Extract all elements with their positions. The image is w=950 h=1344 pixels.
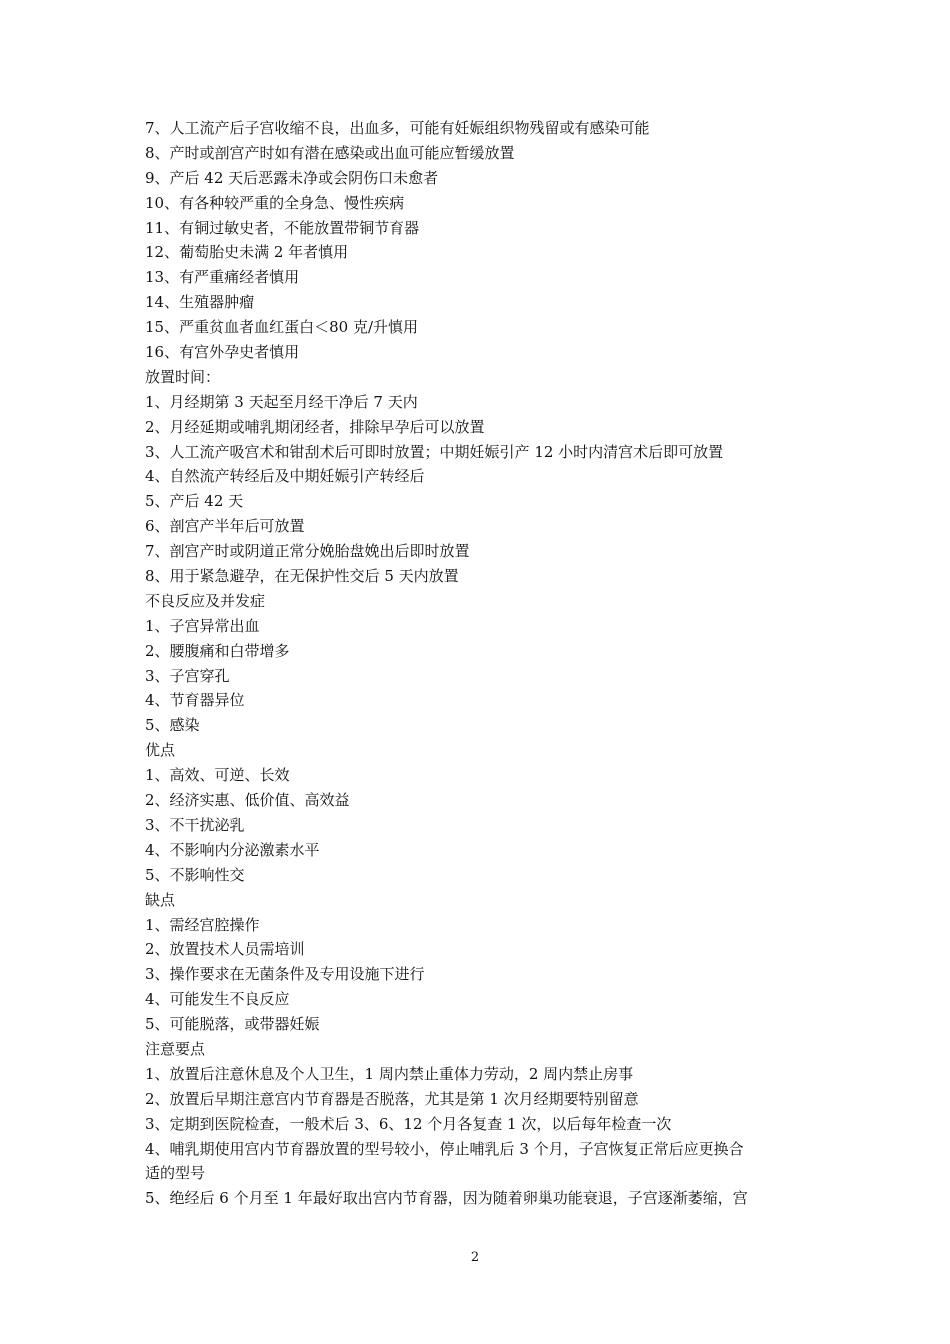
text-line: 14、生殖器肿瘤 [145, 293, 255, 312]
text-line: 5、产后 42 天 [145, 492, 244, 511]
text-line: 13、有严重痛经者慎用 [145, 268, 300, 287]
text-line: 12、葡萄胎史未满 2 年者慎用 [145, 243, 349, 262]
text-line: 3、不干扰泌乳 [145, 815, 245, 834]
text-line: 4、节育器异位 [145, 691, 245, 710]
text-line: 2、腰腹痛和白带增多 [145, 641, 290, 660]
text-line: 4、可能发生不良反应 [145, 990, 290, 1009]
text-line: 5、不影响性交 [145, 865, 245, 884]
text-line: 优点 [145, 741, 176, 760]
page-number: 2 [470, 1250, 480, 1265]
text-line: 1、放置后注意休息及个人卫生，1 周内禁止重体力劳动，2 周内禁止房事 [145, 1064, 634, 1083]
text-line: 11、有铜过敏史者，不能放置带铜节育器 [145, 218, 420, 237]
text-line: 9、产后 42 天后恶露未净或会阴伤口未愈者 [145, 168, 439, 187]
text-line: 3、定期到医院检查，一般术后 3、6、12 个月各复查 1 次，以后每年检查一次 [145, 1114, 672, 1133]
text-line: 5、绝经后 6 个月至 1 年最好取出宫内节育器，因为随着卵巢功能衰退，子宫逐渐萎缩，宫 [145, 1189, 748, 1208]
text-line: 注意要点 [145, 1039, 206, 1058]
text-line: 3、子宫穿孔 [145, 666, 230, 685]
text-line: 缺点 [145, 890, 176, 909]
text-line: 1、需经宫腔操作 [145, 915, 260, 934]
text-line: 4、哺乳期使用宫内节育器放置的型号较小，停止哺乳后 3 个月，子宫恢复正常后应更换合 [145, 1139, 744, 1158]
text-line: 6、剖宫产半年后可放置 [145, 517, 305, 536]
text-line: 放置时间： [145, 367, 221, 386]
text-line: 7、剖宫产时或阴道正常分娩胎盘娩出后即时放置 [145, 542, 470, 561]
text-line: 不良反应及并发症 [145, 591, 266, 610]
text-line: 1、月经期第 3 天起至月经干净后 7 天内 [145, 392, 418, 411]
text-line: 5、感染 [145, 716, 200, 735]
text-line: 7、人工流产后子宫收缩不良，出血多，可能有妊娠组织物残留或有感染可能 [145, 119, 650, 137]
text-line: 3、人工流产吸宫术和钳刮术后可即时放置；中期妊娠引产 12 小时内清宫术后即可放置 [145, 442, 724, 461]
text-line: 5、可能脱落，或带器妊娠 [145, 1015, 320, 1034]
page-body [145, 116, 810, 1211]
text-line: 适的型号 [145, 1164, 206, 1183]
text-line: 1、子宫异常出血 [145, 616, 260, 635]
text-line: 15、严重贫血者血红蛋白＜80 克/升慎用 [145, 318, 418, 337]
text-line: 4、不影响内分泌激素水平 [145, 840, 320, 859]
text-line: 10、有各种较严重的全身急、慢性疾病 [145, 193, 405, 212]
text-line: 3、操作要求在无菌条件及专用设施下进行 [145, 965, 425, 984]
text-line: 2、月经延期或哺乳期闭经者，排除早孕后可以放置 [145, 417, 485, 436]
text-line: 2、经济实惠、低价值、高效益 [145, 791, 350, 810]
text-line: 2、放置技术人员需培训 [145, 940, 305, 959]
text-line: 1、高效、可逆、长效 [145, 766, 290, 785]
text-line: 4、自然流产转经后及中期妊娠引产转经后 [145, 467, 425, 486]
text-line: 8、产时或剖宫产时如有潜在感染或出血可能应暂缓放置 [145, 143, 515, 162]
text-line: 8、用于紧急避孕，在无保护性交后 5 天内放置 [145, 567, 459, 586]
text-line: 16、有宫外孕史者慎用 [145, 343, 300, 362]
text-line: 2、放置后早期注意宫内节育器是否脱落，尤其是第 1 次月经期要特别留意 [145, 1089, 639, 1108]
